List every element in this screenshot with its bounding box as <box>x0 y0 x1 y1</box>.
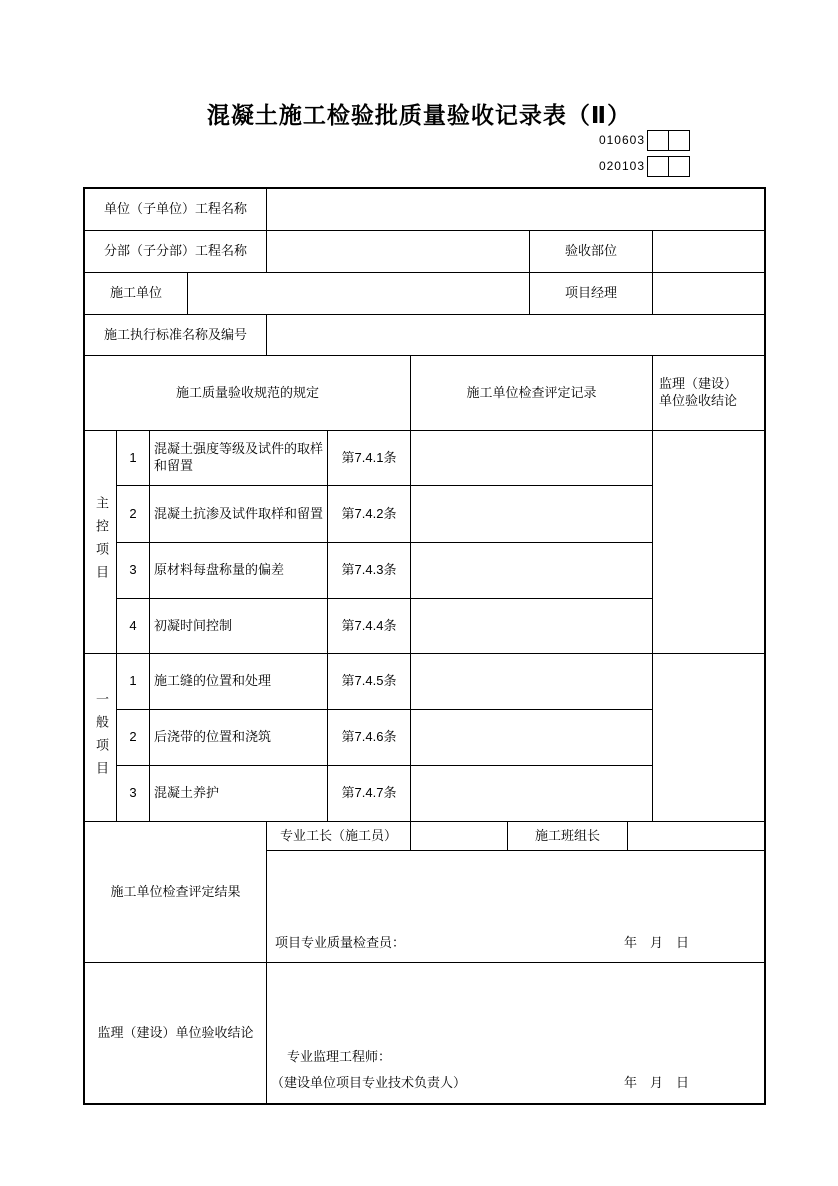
conclusion-cell-general[interactable] <box>652 653 764 821</box>
record-cell[interactable] <box>410 653 652 709</box>
item-text: 后浇带的位置和浇筑 <box>149 709 327 765</box>
form-code-row-1 <box>599 129 690 151</box>
clause-ref: 第7.4.1条 <box>327 430 410 485</box>
conclusion-date-label: 年 月 日 <box>623 1075 689 1091</box>
code-box-1-cell-2[interactable] <box>668 131 689 150</box>
execution-standard-label: 施工执行标准名称及编号 <box>85 314 266 355</box>
header-conclusion-text: 监理（建设）单位验收结论 <box>659 376 738 408</box>
acceptance-record-table <box>83 187 766 1105</box>
unit-project-value-cell[interactable] <box>266 189 764 230</box>
division-project-label: 分部（子分部）工程名称 <box>85 230 266 272</box>
item-number: 4 <box>116 598 149 653</box>
conclusion-cell-main-control[interactable] <box>652 430 764 653</box>
execution-standard-value-cell[interactable] <box>266 314 764 355</box>
item-text: 初凝时间控制 <box>149 598 327 653</box>
code-box-2-cell-2[interactable] <box>668 157 689 176</box>
acceptance-part-value-cell[interactable] <box>652 230 764 272</box>
check-result-label: 施工单位检查评定结果 <box>85 821 266 962</box>
form-code-2: 020103 <box>598 159 645 173</box>
item-number: 3 <box>116 542 149 598</box>
construction-unit-value-cell[interactable] <box>187 272 529 314</box>
item-number: 1 <box>116 653 149 709</box>
supervision-conclusion-area[interactable] <box>266 962 764 1103</box>
header-regulation: 施工质量验收规范的规定 <box>85 355 410 430</box>
header-record: 施工单位检查评定记录 <box>410 355 652 430</box>
clause-ref: 第7.4.7条 <box>327 765 410 821</box>
form-code-row-2 <box>599 155 690 177</box>
item-number: 1 <box>116 430 149 485</box>
team-leader-value-cell[interactable] <box>627 821 764 850</box>
clause-ref: 第7.4.3条 <box>327 542 410 598</box>
item-number: 2 <box>116 709 149 765</box>
owner-rep-label: （建设单位项目专业技术负责人） <box>271 1075 467 1091</box>
item-text: 原材料每盘称量的偏差 <box>149 542 327 598</box>
acceptance-part-label: 验收部位 <box>529 230 652 272</box>
clause-ref: 第7.4.2条 <box>327 485 410 542</box>
item-text: 施工缝的位置和处理 <box>149 653 327 709</box>
item-number: 2 <box>116 485 149 542</box>
header-conclusion <box>652 355 764 430</box>
construction-unit-label: 施工单位 <box>85 272 187 314</box>
item-text: 混凝土强度等级及试件的取样和留置 <box>149 430 327 485</box>
project-manager-value-cell[interactable] <box>652 272 764 314</box>
code-box-1 <box>647 130 690 151</box>
clause-ref: 第7.4.5条 <box>327 653 410 709</box>
record-cell[interactable] <box>410 485 652 542</box>
item-text: 混凝土抗渗及试件取样和留置 <box>149 485 327 542</box>
clause-ref: 第7.4.6条 <box>327 709 410 765</box>
code-box-2-cell-1[interactable] <box>648 157 668 176</box>
item-number: 3 <box>116 765 149 821</box>
record-cell[interactable] <box>410 765 652 821</box>
code-box-1-cell-1[interactable] <box>648 131 668 150</box>
foreman-label: 专业工长（施工员） <box>266 821 410 850</box>
record-cell[interactable] <box>410 598 652 653</box>
project-manager-label: 项目经理 <box>529 272 652 314</box>
foreman-value-cell[interactable] <box>410 821 507 850</box>
supervision-conclusion-label: 监理（建设）单位验收结论 <box>85 962 266 1103</box>
group-label-main-control: 主控项目 <box>85 430 116 653</box>
clause-ref: 第7.4.4条 <box>327 598 410 653</box>
supervisor-engineer-label: 专业监理工程师： <box>287 1049 392 1065</box>
record-cell[interactable] <box>410 542 652 598</box>
page-title: 混凝土施工检验批质量验收记录表（Ⅱ） <box>206 102 632 128</box>
unit-project-label: 单位（子单位）工程名称 <box>103 201 247 217</box>
team-leader-label: 施工班组长 <box>507 821 627 850</box>
item-text: 混凝土养护 <box>149 765 327 821</box>
group-label-general: 一般项目 <box>85 653 116 821</box>
code-box-2 <box>647 156 690 177</box>
check-result-area[interactable] <box>266 850 764 962</box>
quality-inspector-label: 项目专业质量检查员： <box>275 935 406 951</box>
record-cell[interactable] <box>410 709 652 765</box>
division-project-value-cell[interactable] <box>266 230 529 272</box>
inspector-date-label: 年 月 日 <box>623 935 689 951</box>
record-cell[interactable] <box>410 430 652 485</box>
form-code-1: 010603 <box>598 133 645 147</box>
